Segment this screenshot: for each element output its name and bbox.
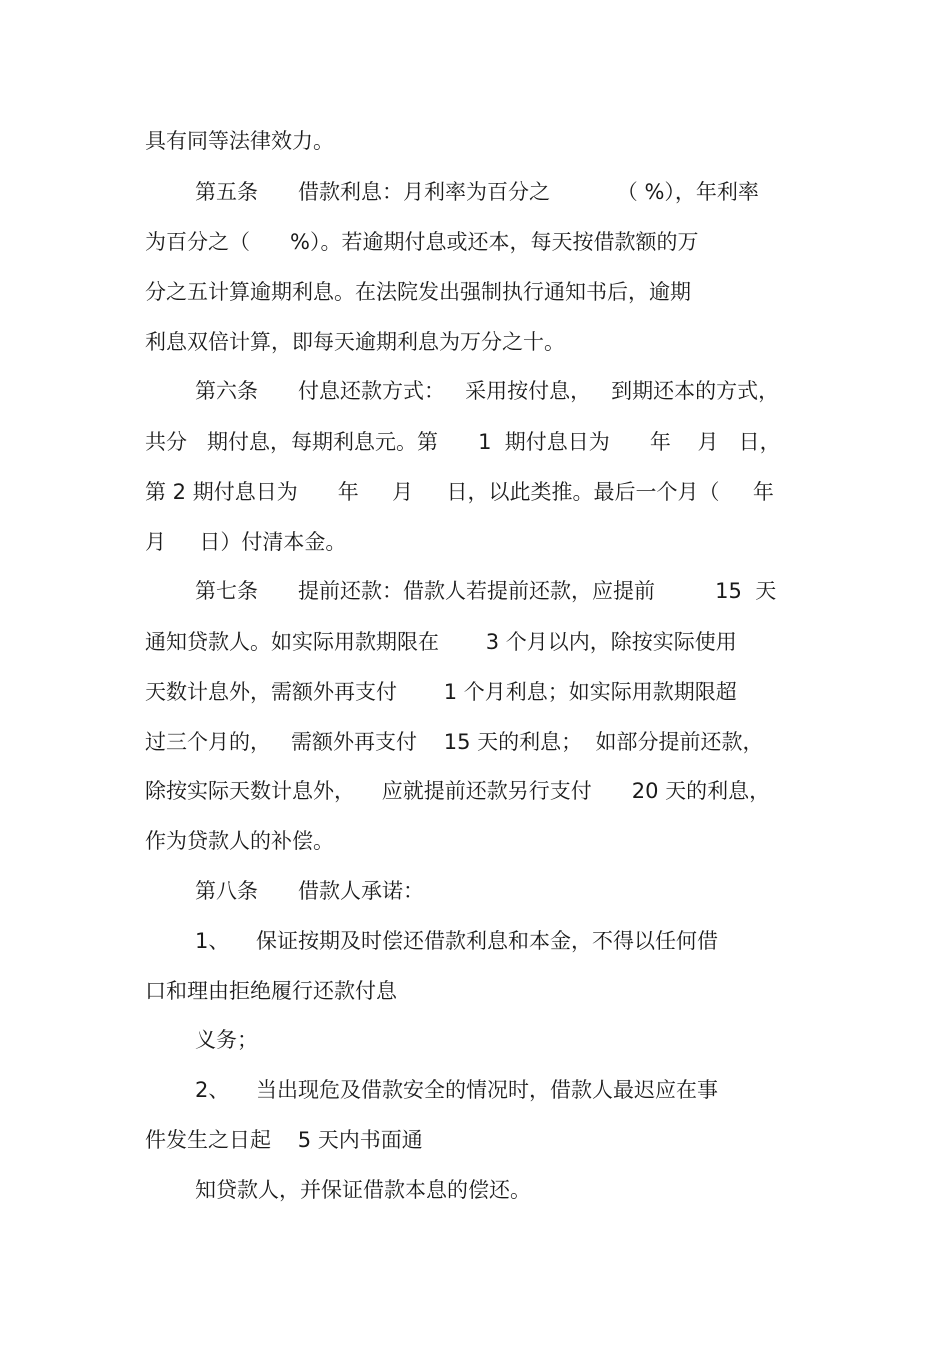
- article-7-heading-line: 第七条 提前还款：借款人若提前还款，应提前 15 天: [195, 579, 777, 603]
- text-line: 月 日）付清本金。: [145, 530, 347, 554]
- text-line: 通知贷款人。如实际用款期限在 3 个月以内，除按实际使用: [145, 630, 737, 654]
- text-line: 具有同等法律效力。: [145, 129, 334, 153]
- text-line: 为百分之（ %）。若逾期付息或还本，每天按借款额的万: [145, 230, 699, 254]
- text-line: 口和理由拒绝履行还款付息: [145, 979, 397, 1003]
- text-line: 作为贷款人的补偿。: [145, 829, 334, 853]
- text-line: 共分 期付息，每期利息元。第 1 期付息日为 年 月 日，: [145, 430, 781, 454]
- text-line: 分之五计算逾期利息。在法院发出强制执行通知书后，逾期: [145, 280, 691, 304]
- text-line: 件发生之日起 5 天内书面通: [145, 1128, 423, 1152]
- list-item-1-line: 1、 保证按期及时偿还借款利息和本金，不得以任何借: [195, 929, 719, 953]
- article-6-heading-line: 第六条 付息还款方式： 采用按付息， 到期还本的方式，: [195, 379, 780, 403]
- text-line: 天数计息外，需额外再支付 1 个月利息；如实际用款期限超: [145, 680, 737, 704]
- text-line: 除按实际天数计息外， 应就提前还款另行支付 20 天的利息，: [145, 779, 771, 803]
- text-line: 知贷款人，并保证借款本息的偿还。: [195, 1178, 531, 1202]
- text-line: 利息双倍计算，即每天逾期利息为万分之十。: [145, 330, 565, 354]
- article-5-heading-line: 第五条 借款利息：月利率为百分之 （ %），年利率: [195, 180, 759, 204]
- article-8-heading-line: 第八条 借款人承诺：: [195, 879, 425, 903]
- text-line: 义务；: [195, 1028, 258, 1052]
- text-line: 过三个月的， 需额外再支付 15 天的利息； 如部分提前还款，: [145, 730, 764, 754]
- list-item-2-line: 2、 当出现危及借款安全的情况时，借款人最迟应在事: [195, 1078, 719, 1102]
- text-line: 第 2 期付息日为 年 月 日，以此类推。最后一个月（ 年: [145, 480, 774, 504]
